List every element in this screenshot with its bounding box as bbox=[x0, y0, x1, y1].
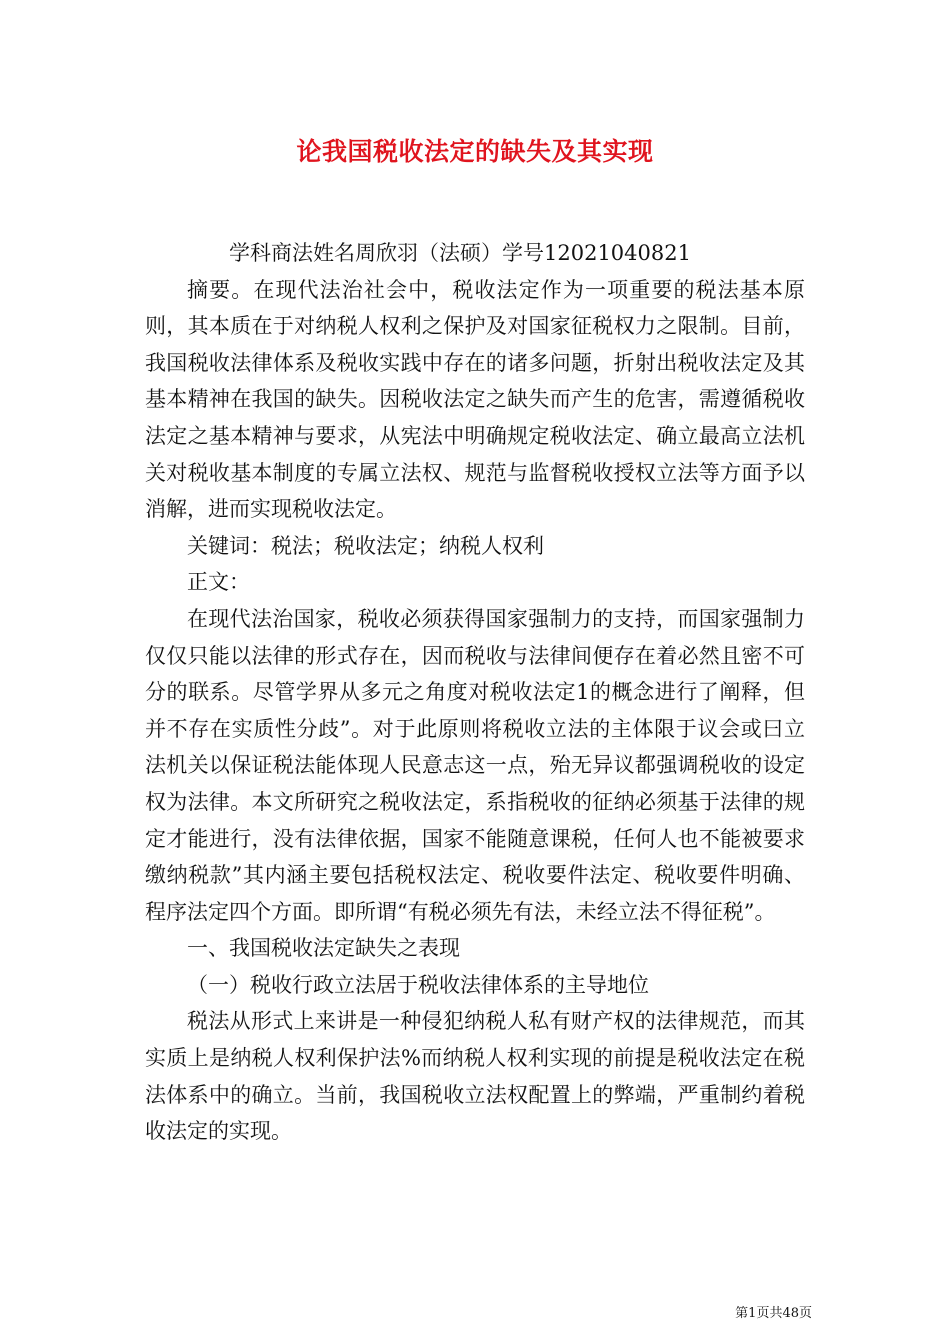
section-heading: 一、我国税收法定缺失之表现 bbox=[187, 936, 460, 961]
abstract-paragraph: 摘要。在现代法治社会中，税收法定作为一项重要的税法基本原则，其本质在于对纳税人权利之保护及对国家征税权力之限制。目前，我国税收法律体系及税收实践中存在的诸多问题，折射出税收法定及其基本精神在我国的缺失。因税收法定之缺失而产生的危害，需遵循税收法定之基本精神与要求，从宪法中明确规定税收法定、确立最高立法机关对税收基本制度的专属立法权、规范与监督税收授权立法等方面予以消解，进而实现税收法定。 bbox=[145, 277, 805, 522]
section-paragraph: 税法从形式上来讲是一种侵犯纳税人私有财产权的法律规范，而其实质上是纳税人权利保护法%而纳税人权利实现的前提是税收法定在税法体系中的确立。当前，我国税收立法权配置上的弊端，严重制约着税收法定的实现。 bbox=[145, 1009, 805, 1144]
subsection-heading: （一）税收行政立法居于税收法律体系的主导地位 bbox=[187, 972, 649, 997]
body-label: 正文： bbox=[187, 570, 250, 595]
intro-paragraph: 在现代法治国家，税收必须获得国家强制力的支持，而国家强制力仅仅只能以法律的形式存在，因而税收与法律间便存在着必然且密不可分的联系。尽管学界从多元之角度对税收法定1的概念进行了阐释，但并不存在实质性分歧”。对于此原则将税收立法的主体限于议会或曰立法机关以保证税法能体现人民意志这一点，殆无异议都强调税收的设定权为法律。本文所研究之税收法定，系指税收的征纳必须基于法律的规定才能进行，没有法律依据，国家不能随意课税，任何人也不能被要求缴纳税款”其内涵主要包括税权法定、税收要件法定、税收要件明确、程序法定四个方面。即所谓“有税必须先有法，未经立法不得征税”。 bbox=[145, 606, 805, 924]
author-info: 学科商法姓名周欣羽（法硕）学号12021040821 bbox=[229, 241, 691, 265]
document-body bbox=[145, 235, 805, 1150]
page-number-footer: 第1页共48页 bbox=[735, 1306, 812, 1321]
keywords-line: 关键词：税法；税收法定；纳税人权利 bbox=[187, 533, 544, 558]
document-title: 论我国税收法定的缺失及其实现 bbox=[296, 137, 654, 166]
